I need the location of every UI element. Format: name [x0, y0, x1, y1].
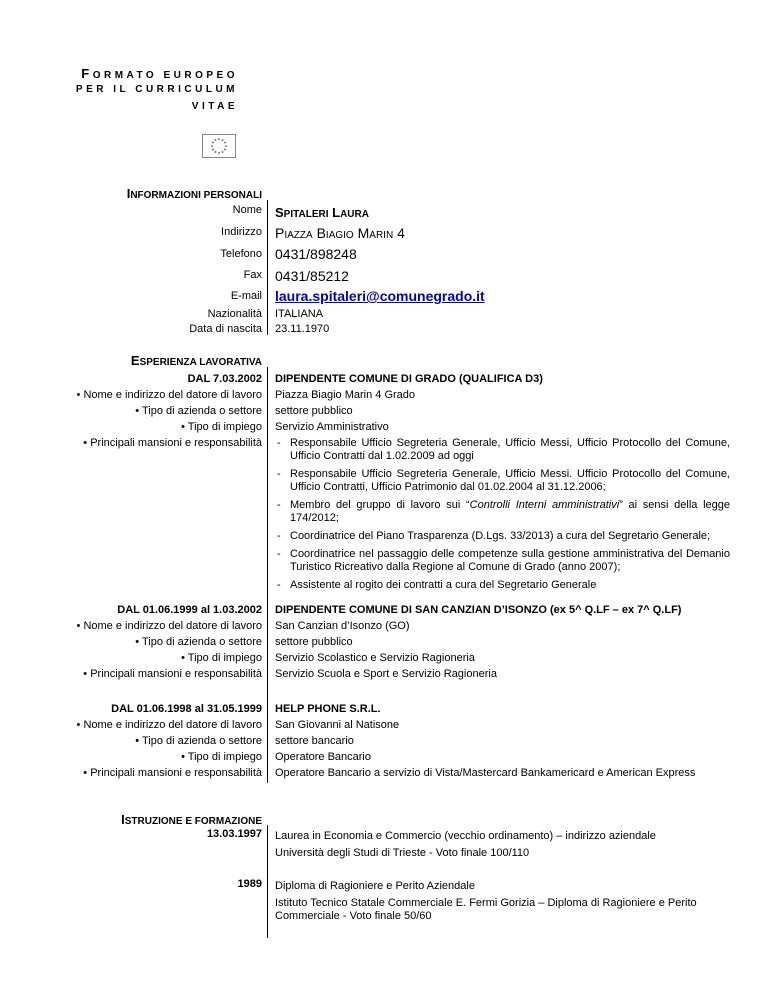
- fax-label: Fax: [243, 269, 262, 281]
- employer-label: • Nome e indirizzo del datore di lavoro: [76, 389, 262, 401]
- name-label: Nome: [232, 204, 262, 216]
- section-personal-heading: INFORMAZIONI PERSONALI: [126, 186, 262, 201]
- employer-value: San Giovanni al Natisone: [275, 719, 400, 731]
- duties-value: Operatore Bancario a servizio di Vista/Mastercard Bankamericard e American Express: [275, 767, 696, 779]
- section-experience-heading: ESPERIENZA LAVORATIVA: [130, 353, 262, 368]
- email-link[interactable]: laura.spitaleri@comunegrado.it: [275, 288, 485, 304]
- education-degree: Laurea in Economia e Commercio (vecchio ordinamento) – indirizzo aziendale: [275, 830, 656, 842]
- list-item: - Coordinatrice nel passaggio delle competenze sulla gestione amministrativa del Demanio Turistico Ricreativo dalla Regione al Comune di Grado (anno 2007);: [275, 548, 730, 574]
- cv-title-line3: VITAE: [191, 101, 238, 112]
- phone-label: Telefono: [220, 248, 262, 260]
- employer-label: • Nome e indirizzo del datore di lavoro: [76, 620, 262, 632]
- email-label: E-mail: [230, 290, 262, 302]
- job-date: DAL 01.06.1998 al 31.05.1999: [111, 703, 262, 715]
- list-item: - Assistente al rogito dei contratti a cura del Segretario Generale: [275, 579, 730, 592]
- nationality-value: ITALIANA: [275, 308, 324, 320]
- job-type-label: • Tipo di impiego: [181, 421, 262, 433]
- education-date: 1989: [237, 878, 262, 890]
- section-education-heading: ISTRUZIONE E FORMAZIONE: [121, 812, 262, 827]
- birth-value: 23.11.1970: [275, 323, 330, 335]
- duties-value: Servizio Scuola e Sport e Servizio Ragioneria: [275, 668, 497, 680]
- education-item: [275, 830, 730, 860]
- name-value: SPITALERI LAURA: [275, 205, 369, 220]
- job-date: DAL 01.06.1999 al 1.03.2002: [117, 604, 262, 616]
- address-label: Indirizzo: [221, 226, 262, 238]
- job-type-label: • Tipo di impiego: [181, 751, 262, 763]
- sector-value: settore pubblico: [275, 636, 353, 648]
- education-institution: Istituto Tecnico Statale Commerciale E. Fermi Gorizia – Diploma di Ragioniere e Perito Commerciale - Voto finale 50/60: [275, 897, 697, 922]
- education-degree: Diploma di Ragioniere e Perito Aziendale: [275, 880, 475, 892]
- job-title: DIPENDENTE COMUNE DI SAN CANZIAN D’ISONZO (ex 5^ Q.LF – ex 7^ Q.LF): [275, 604, 682, 616]
- education-date: 13.03.1997: [206, 828, 262, 840]
- job-type-value: Servizio Scolastico e Servizio Ragioneria: [275, 652, 475, 664]
- duties-label: • Principali mansioni e responsabilità: [83, 437, 262, 449]
- fax-value: 0431/85212: [275, 268, 349, 284]
- education-item: [275, 880, 730, 923]
- list-item: - Responsabile Ufficio Segreteria Generale, Ufficio Messi, Ufficio Protocollo del Comune, Ufficio Contratti dal 1.02.2009 ad oggi: [275, 437, 730, 463]
- job-date: DAL 7.03.2002: [187, 373, 262, 385]
- column-divider: [267, 825, 268, 938]
- job-title: DIPENDENTE COMUNE DI GRADO (QUALIFICA D3): [275, 373, 543, 385]
- sector-label: • Tipo di azienda o settore: [135, 405, 262, 417]
- sector-value: settore pubblico: [275, 405, 353, 417]
- column-divider: [267, 200, 268, 335]
- duties-label: • Principali mansioni e responsabilità: [83, 668, 262, 680]
- sector-value: settore bancario: [275, 735, 354, 747]
- cv-title: FORMATO EUROPEO: [81, 66, 238, 81]
- address-value: PIAZZA BIAGIO MARIN 4: [275, 225, 405, 241]
- duties-list: [275, 437, 730, 597]
- sector-label: • Tipo di azienda o settore: [135, 636, 262, 648]
- list-item: - Coordinatrice del Piano Trasparenza (D.Lgs. 33/2013) a cura del Segretario Generale;: [275, 530, 730, 543]
- employer-value: Piazza Biagio Marin 4 Grado: [275, 389, 416, 401]
- duties-label: • Principali mansioni e responsabilità: [83, 767, 262, 779]
- eu-stars-icon: [203, 135, 235, 157]
- employer-value: San Canzian d’Isonzo (GO): [275, 620, 410, 632]
- birth-label: Data di nascita: [189, 323, 262, 335]
- nationality-label: Nazionalità: [207, 308, 262, 320]
- column-divider: [267, 367, 268, 783]
- employer-label: • Nome e indirizzo del datore di lavoro: [76, 719, 262, 731]
- cv-title-line2: PER IL CURRICULUM: [75, 84, 238, 95]
- list-item: - Membro del gruppo di lavoro sui “Controlli Interni amministrativi” ai sensi della legge 174/2012;: [275, 499, 730, 525]
- eu-flag-icon: [202, 134, 236, 158]
- job-title: HELP PHONE S.R.L.: [275, 703, 381, 715]
- sector-label: • Tipo di azienda o settore: [135, 735, 262, 747]
- job-type-value: Operatore Bancario: [275, 751, 371, 763]
- job-type-value: Servizio Amministrativo: [275, 421, 389, 433]
- phone-value: 0431/898248: [275, 246, 357, 262]
- email-value: [275, 288, 485, 304]
- list-item: - Responsabile Ufficio Segreteria Generale, Ufficio Messi. Ufficio Protocollo del Comune, Ufficio Contratti, Ufficio Patrimonio dal 01.02.2004 al 31.12.2006;: [275, 468, 730, 494]
- education-institution: Università degli Studi di Trieste - Voto finale 100/110: [275, 847, 530, 859]
- job-type-label: • Tipo di impiego: [181, 652, 262, 664]
